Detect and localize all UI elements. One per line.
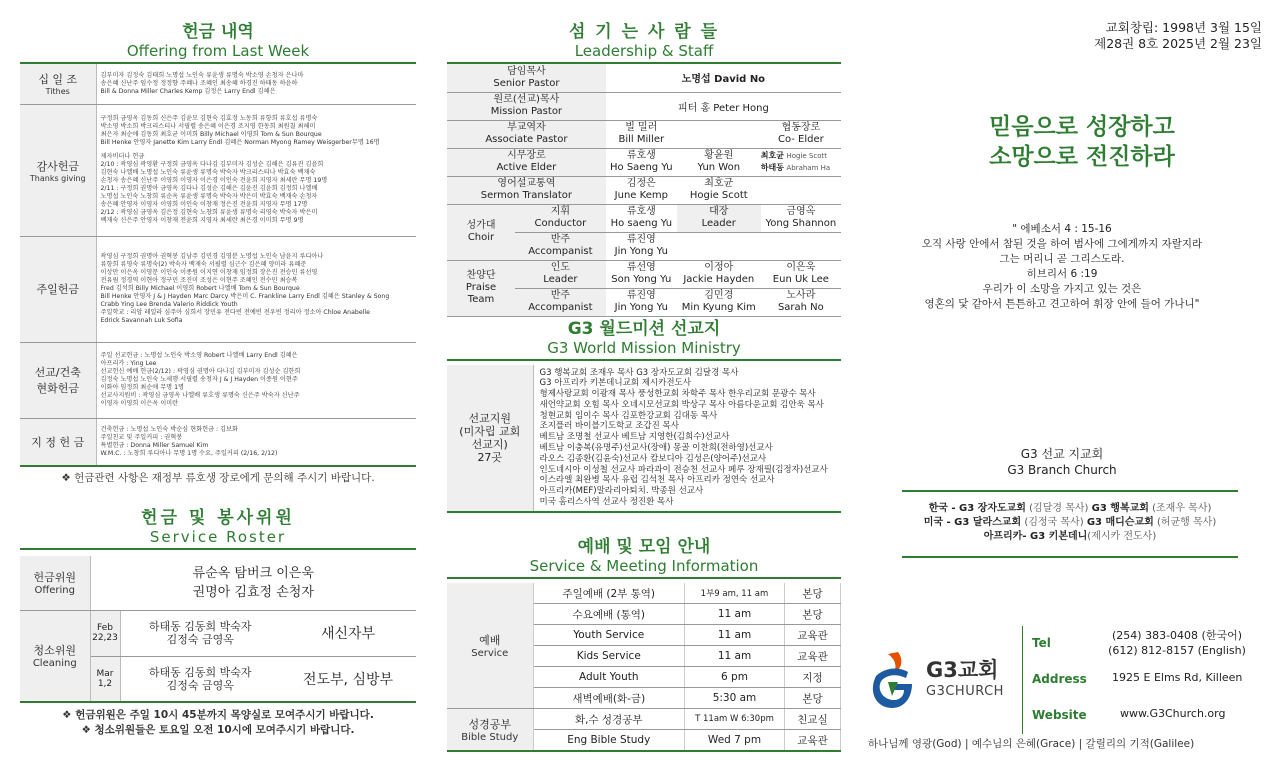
info-column [862, 0, 1262, 750]
service-name: Adult Youth [533, 667, 685, 688]
leadership-table [447, 64, 841, 317]
choir-leader-name: 금영옥 Yong Shannon [761, 204, 841, 232]
service-place: 본당 [785, 688, 841, 709]
services-table [447, 583, 841, 752]
bible-study-label: 성경공부 Bible Study [447, 709, 533, 751]
roster-note-2: ❖ 청소위원들은 토요일 오전 10시에 모여주시기 바랍니다. [81, 724, 355, 736]
leadership-title: 섬 기 는 사 람 들 [568, 22, 720, 42]
praise-leader-2: 이정아 Jackie Hayden [677, 260, 761, 288]
translator-1: 김정은 June Kemp [606, 176, 677, 204]
service-row [447, 709, 841, 730]
offering-row-names: 건축헌금 : 노명섭 노인숙 박순심 현화헌금 : 김보화 주일친교 및 주일커피 : 권혁봉 특별헌금 : Donna Miller Samuel Kim W.M.C. : 노창희 루디아나 무명 1명 수요, 주일커피 (2/16, 2/12) [96, 418, 416, 466]
service-place: 교육관 [785, 625, 841, 646]
services-title: 예배 및 모임 안내 [577, 536, 711, 557]
mission-item: 미국 홈리스사역 선교사 정진환 목사 [539, 497, 674, 508]
active-elder-2: 황윤원 Yun Won [677, 148, 761, 176]
offering-table [20, 64, 416, 467]
offering-row [20, 342, 416, 418]
mission-item: 형제사랑교회 이광재 목사 풍성한교회 차학주 목사 한우리교회 문광수 목사 [539, 389, 816, 400]
worship-label: 예배 Service [447, 583, 533, 709]
praise-leader-label: 인도 Leader [515, 260, 606, 288]
verse-line-1: 오직 사랑 안에서 참된 것을 하여 범사에 그에게까지 자랄지라 [921, 238, 1203, 250]
service-name: 주일예배 (2부 통역) [533, 583, 685, 604]
co-elder: 협동장로 Co- Elder [761, 120, 841, 148]
mission-item: 라오스 김종환(김윤숙)선교사 캄보디아 김성은(양어주)선교사 [539, 453, 767, 464]
active-elder-1: 류호생 Ho Saeng Yu [606, 148, 677, 176]
motto-line-2: 소망으로 전진하라 [989, 144, 1175, 170]
roster-cleaning-names-2: 하태동 김동희 박숙자 김정숙 금영옥 [120, 656, 280, 702]
leadership-column [447, 0, 841, 752]
branch-africa: 아프리카- G3 키본데니(제시카 전도사) [983, 531, 1157, 542]
branch-korea: 한국 - G3 장자도교회 (김달경 목사) G3 행복교회 (조재우 목사) [928, 503, 1212, 514]
service-time: 1부9 am, 11 am [685, 583, 785, 604]
offering-note: ❖ 헌금관련 사항은 재정부 류호생 장로에게 문의해 주시기 바랍니다. [61, 472, 375, 484]
service-name: 수요예배 (통역) [533, 604, 685, 625]
mission-item: 조지플러 바이블기도학교 조갑진 목사 [539, 421, 679, 432]
mission-item: 청현교회 임이수 목사 김포한강교회 김대동 목사 [539, 410, 718, 421]
verse-reference: " 에베소서 4 : 15-16 [1012, 223, 1112, 235]
praise-leader-1: 류선영 Son Yong Yu [606, 260, 677, 288]
branch-title-ko: G3 선교 지교회 [1020, 447, 1104, 461]
mission-item: 베트남 이충복(유명주)선교사(장애) 몽골 이찬희(전하영)선교사 [539, 443, 773, 454]
translator-label: 영어설교통역 Sermon Translator [447, 176, 606, 204]
choir-label: 성가대 Choir [447, 204, 515, 260]
founded-date: 교회창립: 1998년 3월 15일 [1105, 20, 1262, 35]
service-place: 지정 [785, 667, 841, 688]
verse-reference-2: 히브리서 6 :19 [1026, 268, 1098, 280]
leadership-subtitle: Leadership & Staff [447, 42, 841, 64]
service-time: Wed 7 pm [685, 730, 785, 751]
service-time: T 11am W 6:30pm [685, 709, 785, 730]
mission-item: G3 아프리카 키본데니교회 제시카전도사 [539, 378, 691, 389]
service-time: 11 am [685, 604, 785, 625]
branch-usa: 미국 - G3 달라스교회 (김정국 목사) G3 매디슨교회 (허균행 목사) [923, 517, 1217, 528]
roster-note-1: ❖ 헌금위원은 주일 10시 45분까지 목양실로 모여주시기 바랍니다. [62, 709, 374, 721]
service-name: Eng Bible Study [533, 730, 685, 751]
roster-title: 헌금 및 봉사위원 [141, 508, 295, 528]
conductor-label: 지휘 Conductor [515, 204, 606, 232]
roster-table [20, 556, 416, 703]
praise-accompanist-2: 김민경 Min Kyung Kim [677, 288, 761, 316]
associate-pastor-name: 빌 밀러 Bill Miller [606, 120, 677, 148]
senior-pastor-label: 담임목사 Senior Pastor [447, 64, 606, 92]
footer-slogan: 하나님께 영광(God) | 예수님의 은혜(Grace) | 갈릴리의 기적(Galilee) [868, 738, 1195, 750]
mission-label: 선교지원 (미자립 교회 선교지) 27곳 [447, 365, 533, 512]
mission-item: 새언약교회 오힘 목사 오네시모선교회 박상구 목사 아름다운교회 김안욱 목사 [539, 399, 824, 410]
contact-divider [1022, 626, 1023, 734]
service-time: 11 am [685, 646, 785, 667]
tel-korean[interactable]: (254) 383-0408 (한국어) [1112, 629, 1242, 642]
active-elder-3-4: 최호균 Hogie Scott 하태동 Abraham Ha [761, 148, 841, 176]
praise-accompanist-label: 반주 Accompanist [515, 288, 606, 316]
roster-offering-names: 류순옥 탐버크 이은욱 권명아 김효정 손청자 [90, 556, 416, 610]
service-place: 친교실 [785, 709, 841, 730]
services-subtitle: Service & Meeting Information [447, 557, 841, 579]
mission-item: 베트남 조명철 선교사 베트남 지영한(김희수)선교사 [539, 432, 730, 443]
website-label: Website [1032, 708, 1087, 722]
praise-leader-3: 이은욱 Eun Uk Lee [761, 260, 841, 288]
address-value: 1925 E Elms Rd, Killeen [1112, 671, 1243, 684]
mission-list [533, 365, 841, 512]
tel-label: Tel [1032, 636, 1051, 650]
service-place: 교육관 [785, 730, 841, 751]
service-time: 6 pm [685, 667, 785, 688]
offering-row-label: 선교/건축 현화헌금 [20, 342, 96, 418]
choir-leader-label: 대장 Leader [677, 204, 761, 232]
church-logo [868, 650, 1018, 710]
motto-line-1: 믿음으로 성장하고 [989, 114, 1175, 140]
logo-text-ko: G3교회 [926, 658, 999, 682]
choir-accompanist-name: 류진영 Jin Yong Yu [606, 232, 677, 260]
offering-row-names: 구정희 금영옥 김동희 신은주 김윤모 김현숙 김효정 노동희 류항희 류호섭 류명숙 박소영 박소희 박크리스티나 서필렬 송은혜 이은경 조지영 한동희 최원칠 최해미 최은자 최순애 김동희 최호균 이미희 Billy Michael 이영희 Tom & Sun Bourque Bill Henke 안영자 Janette Kim Larry Endl 김혜은 Norman Myong Ramey Weisgerber무명 16명 제자비더나 헌금 2/10 : 곽영심 곽영환 구정희 금영옥 다나김 김부미자 김성순 김해은 김유진 김윤희 김현숙 나엘배 노명섭 노인숙 류윤생 류명숙 박숙자 박크리스티나 박효숙 백재숙 손청자 송은혜 신난주 이영희 이영자 이은경 이인숙 전윤희 지영자 최세란 무명 19명 2/11 : 구정희 권명아 금영옥 김다나 김성순 김해은 김윤진 김윤희 김정희 나엘배 노명섭 노인숙 노창희 류순옥 류윤생 류명숙 박숙자 박은미 박효숙 백재숙 손청자 송은혜 안영자 이영자 이영희 이인숙 이창재 정은진 전윤희 지영자 무명 17명 2/12 : 곽영심 금영옥 김은정 김현숙 노창희 류윤생 류명숙 리영숙 박숙자 박은미 백재숙 신은주 안영자 이창재 전윤희 지영자 최세란 최은경 이미희 무명 9명 [96, 104, 416, 236]
offering-row [20, 64, 416, 104]
service-time: 11 am [685, 625, 785, 646]
service-place: 본당 [785, 583, 841, 604]
branch-title-en: G3 Branch Church [1007, 463, 1117, 477]
roster-subtitle: Service Roster [20, 528, 416, 550]
service-place: 본당 [785, 604, 841, 625]
service-row [447, 583, 841, 604]
offering-column [20, 0, 416, 737]
choir-accompanist-label: 반주 Accompanist [515, 232, 606, 260]
praise-accompanist-3: 노사라 Sarah No [761, 288, 841, 316]
roster-date-1: Feb 22,23 [90, 610, 120, 656]
roster-cleaning-names-1: 하태동 김동희 박숙자 김정숙 금영옥 [120, 610, 280, 656]
offering-row [20, 104, 416, 236]
mission-item: 이스라엘 최완병 목사 유럽 김석천 목사 아프리카 정연숙 선교사 [539, 475, 775, 486]
mission-item: G3 행복교회 조재우 목사 G3 장자도교회 김달경 목사 [539, 367, 739, 378]
service-time: 5:30 am [685, 688, 785, 709]
praise-team-label: 찬양단 Praise Team [447, 260, 515, 316]
mission-item: 아프리카(MEF)말라리아퇴치. 박종원 선교사 [539, 486, 704, 497]
tel-english[interactable]: (612) 812-8157 (English) [1108, 644, 1246, 657]
website-link[interactable]: www.G3Church.org [1120, 707, 1226, 720]
offering-row-names: 곽영심 구정희 권명아 권혁봉 김남주 김민경 김영분 노명섭 노인숙 남윤지 루디아나 류항희 류영숙 류명숙(2) 박숙자 백재숙 서필렬 심근수 김은혜 양미라 유혜준 이상만 이은옥 이영문 이인숙 이종원 이지연 이창재 임정희 장은진 전승민 류선영 전유림 정경역 이현아 정구민 조진미 조성은 이현주 조혜인 전수민 최승복 Fred 김석희 Billy Michael 이영희 Robert 나엘배 Tom & Sun Bourque Bill Henke 안영자 J & J Hayden Marc Darcy 박은미 C. Frankline Larry Endl 김혜은 Stanley & Song Crabb Ying Lee Brenda Valerio Riddick Youth 주일학교 : 리암 레일라 심주아 심희서 장민유 전다빈 전예빈 전우빈 정리아 정소아 Chloe Anabelle Edrick Savannah Luk Sofia [96, 236, 416, 342]
translator-2: 최호균 Hogie Scott [677, 176, 761, 204]
offering-row-names: 주일 선교헌금 : 노명섭 노인숙 박소영 Robert 나엘배 Larry Endl 김혜은 아프리카 : Ying Lee 선교헌신 예배 헌금(2/12) : 곽영심 권명아 다나김 김부미자 김성순 김한희 김정숙 노명섭 노인숙 노세행 서필렬 송청자 J & J Hayden 이종원 이현주 이화아 임정희 최순애 무명 1명 선교사지원비 : 곽영심 금영옥 나엘배 류호생 류명숙 신은주 박숙자 신난주 이영자 이영희 이은옥 이미란 [96, 342, 416, 418]
active-elder-label: 시무장로 Active Elder [447, 148, 606, 176]
roster-team-1: 새신자부 [280, 610, 416, 656]
offering-subtitle: Offering from Last Week [20, 42, 416, 64]
roster-cleaning-label: 청소위원 Cleaning [20, 610, 90, 702]
branch-box [902, 490, 1238, 558]
offering-row-names: 김부미자 김정숙 김태희 노명섭 노인숙 류윤생 류명숙 박소영 손청자 은나마 송은혜 신난주 임수정 정정향 주혜나 조혜인 최송혜 하경진 하태동 하윤하 Bill & Donna Miller Charles Kemp 김정은 Larry Endl 김혜은 [96, 64, 416, 104]
offering-row-label: 감사헌금 Thanks giving [20, 104, 96, 236]
senior-pastor-name: 노명섭 David No [606, 64, 841, 92]
offering-row [20, 236, 416, 342]
offering-row-label: 십 일 조 Tithes [20, 64, 96, 104]
roster-offering-label: 헌금위원 Offering [20, 556, 90, 610]
address-label: Address [1032, 672, 1087, 686]
logo-text-en: G3CHURCH [926, 684, 1004, 699]
associate-pastor-label: 부교역자 Associate Pastor [447, 120, 606, 148]
verse-line-2: 그는 머리니 곧 그리스도라. [999, 253, 1125, 265]
service-name: 화,수 성경공부 [533, 709, 685, 730]
verse-line-3: 우리가 이 소망을 가지고 있는 것은 [982, 283, 1142, 295]
mission-pastor-name: 피터 홍 Peter Hong [606, 92, 841, 120]
roster-date-2: Mar 1,2 [90, 656, 120, 702]
conductor-name: 류호생 Ho saeng Yu [606, 204, 677, 232]
g3-logo-icon [868, 650, 918, 710]
offering-row [20, 418, 416, 466]
service-name: Kids Service [533, 646, 685, 667]
mission-item: 인도네시아 이성철 선교사 파라과이 전승천 선교사 페루 장재필(김정자)선교사 [539, 464, 828, 475]
praise-accompanist-1: 류진영 Jin Yong Yu [606, 288, 677, 316]
offering-title: 헌금 내역 [182, 22, 254, 42]
offering-row-label: 주일헌금 [20, 236, 96, 342]
service-place: 교육관 [785, 646, 841, 667]
verse-line-4: 영혼의 닻 같아서 튼튼하고 견고하여 휘장 안에 들어 가나니" [924, 298, 1200, 310]
roster-team-2: 전도부, 심방부 [280, 656, 416, 702]
service-name: Youth Service [533, 625, 685, 646]
issue-date: 제28권 8호 2025년 2월 23일 [1094, 36, 1262, 51]
mission-pastor-label: 원로(선교)목사 Mission Pastor [447, 92, 606, 120]
mission-table [447, 365, 841, 513]
offering-row-label: 지 정 헌 금 [20, 418, 96, 466]
service-name: 새벽예배(화-금) [533, 688, 685, 709]
mission-subtitle: G3 World Mission Ministry [447, 339, 841, 361]
mission-title: G3 월드미션 선교지 [567, 318, 721, 339]
